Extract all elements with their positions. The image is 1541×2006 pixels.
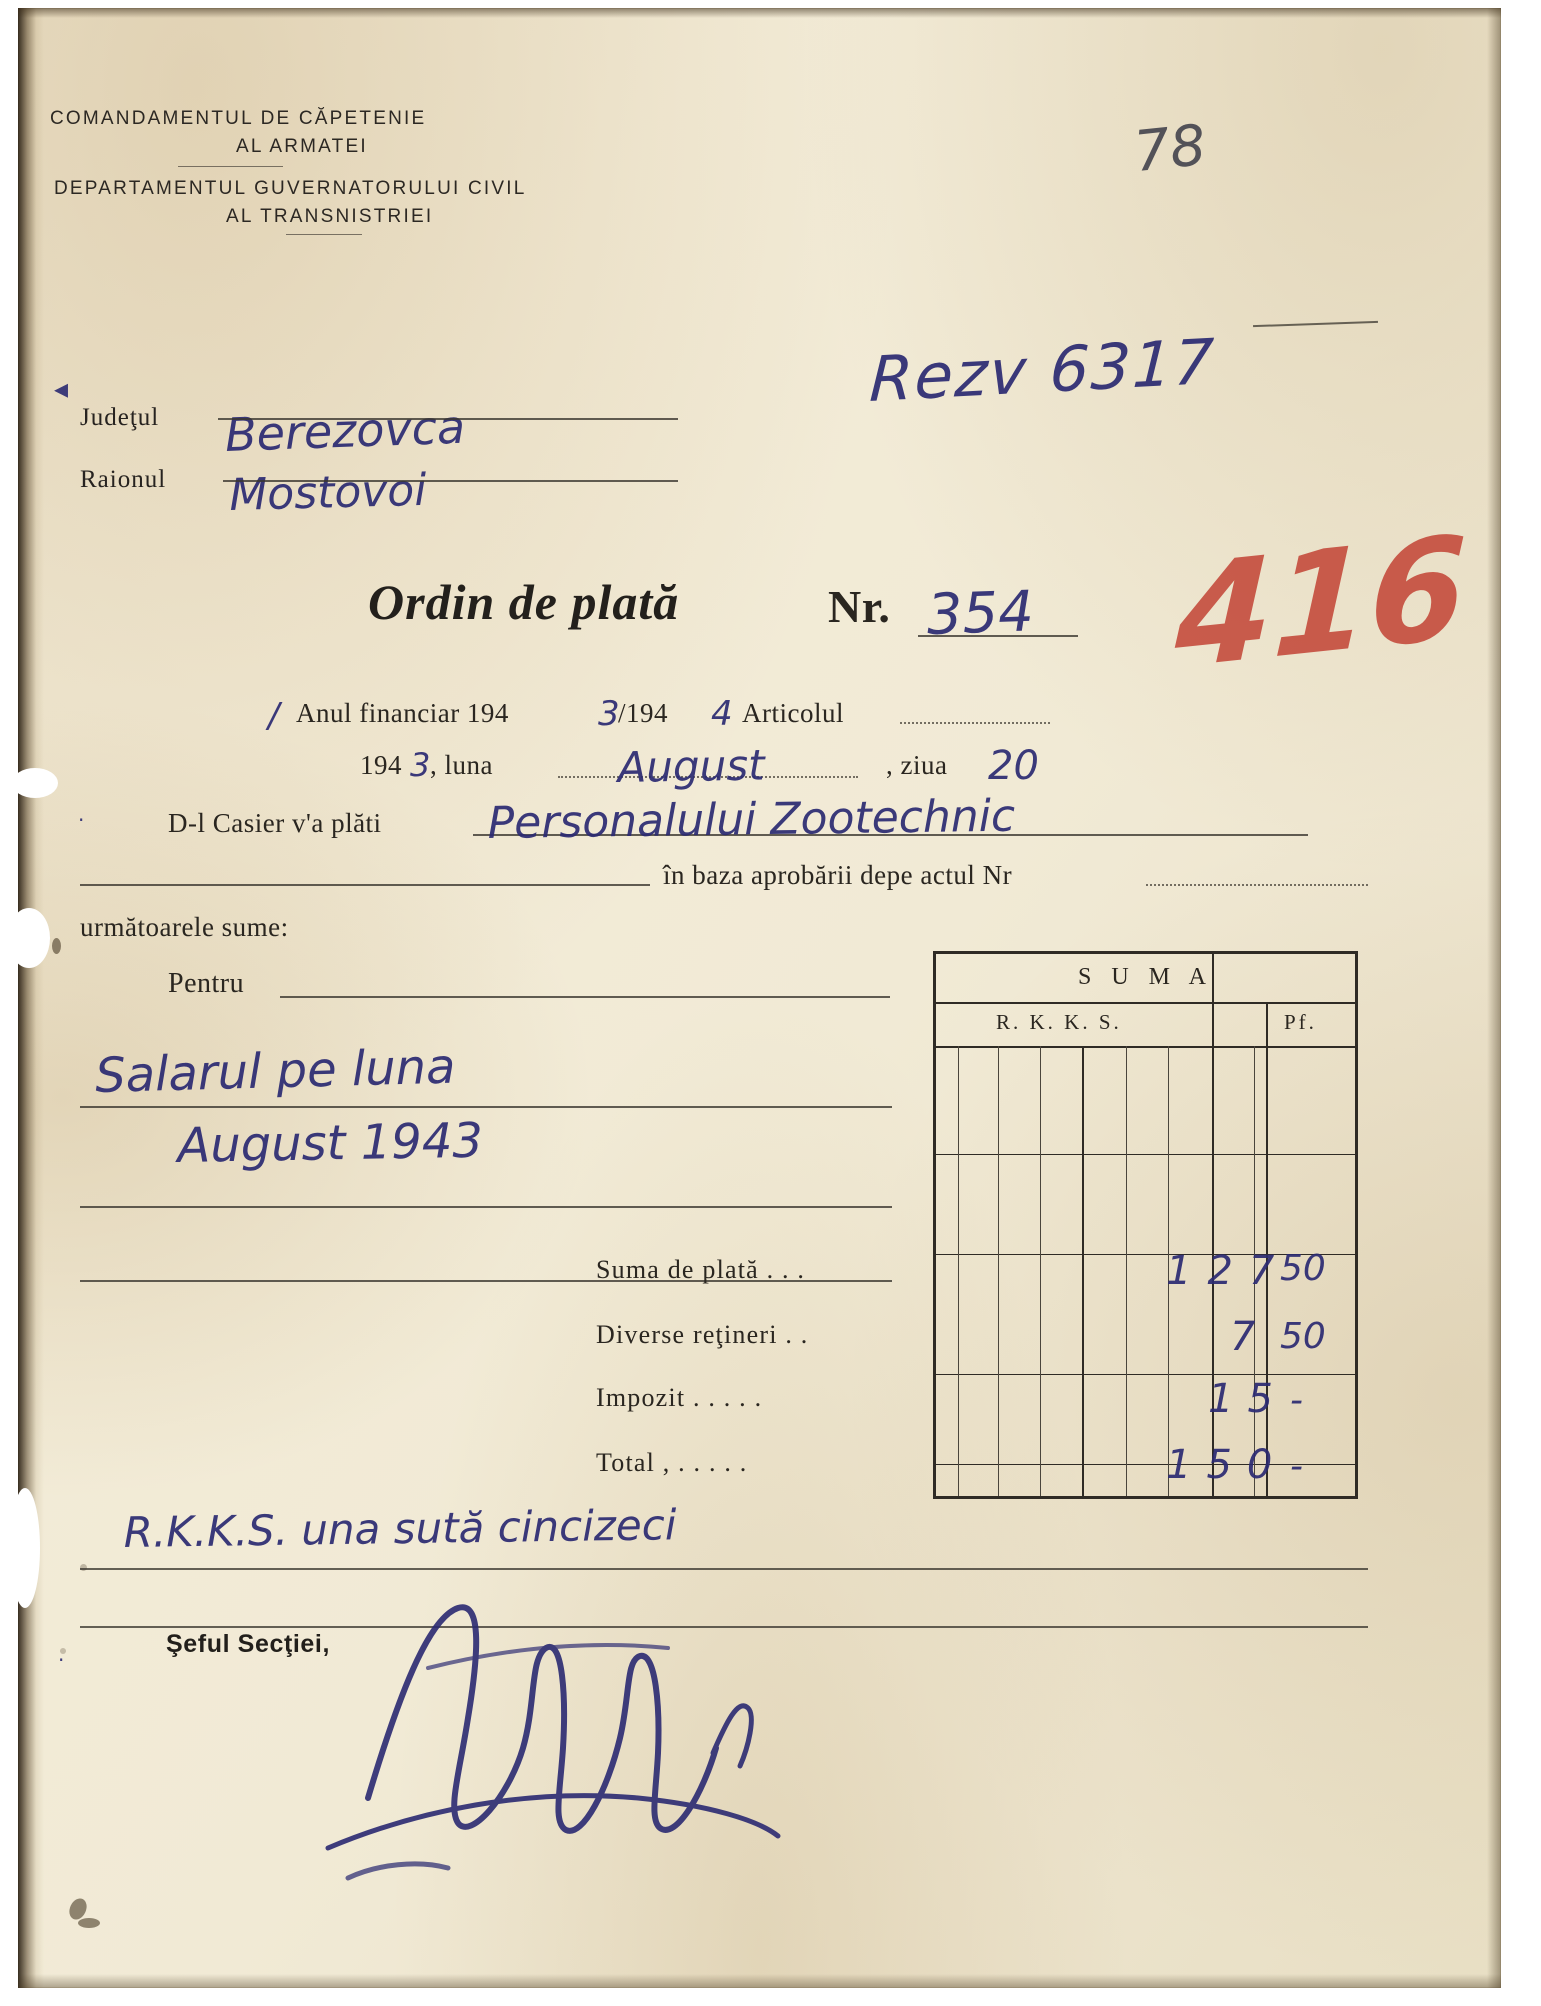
- financial-year-prefix: Anul financiar 194: [296, 698, 509, 728]
- document-number-underline: [918, 635, 1078, 637]
- pentru-line-0: [280, 996, 890, 998]
- pentru-line-2-rule: [80, 1206, 892, 1208]
- pentru-line-2: August 1943: [177, 1112, 484, 1174]
- financial-year-second: 4: [711, 694, 733, 734]
- sum-table-subheader-left: R. K. K. S.: [996, 1010, 1122, 1034]
- raionul-underline: [223, 480, 678, 482]
- raionul-label: Raionul: [80, 466, 167, 493]
- paper-right-edge: [1487, 8, 1501, 1988]
- document-number-value: 354: [925, 579, 1035, 648]
- sume-label: următoarele sume:: [80, 912, 289, 942]
- sum-row-label-3: Total , . . . . .: [596, 1448, 748, 1477]
- paper-tear-notch: [10, 1488, 40, 1608]
- annotation-registry-underline: [1253, 321, 1378, 327]
- annotation-top-right-number: 78: [1131, 112, 1209, 185]
- casier-label: D-l Casier v'a plăti: [168, 808, 382, 838]
- amount-in-words: R.K.K.S. una sută cincizeci: [123, 1500, 677, 1557]
- header-line-2: AL ARMATEI: [236, 136, 368, 157]
- sum-table-vline: [1040, 1046, 1041, 1496]
- signature-mark: [308, 1548, 868, 1908]
- header-line-4: AL TRANSNISTRIEI: [226, 206, 434, 227]
- paper-left-edge: [18, 8, 44, 1988]
- signature-rule: [80, 1626, 1368, 1628]
- judetul-underline: [218, 418, 678, 420]
- sum-table-vline: [1126, 1046, 1127, 1496]
- ziua-label: , ziua: [886, 750, 948, 780]
- pentru-line-1: Salarul pe luna: [94, 1038, 457, 1104]
- document-title: Ordin de plată: [368, 574, 680, 630]
- sum-row-value-rkks-3: 150: [1166, 1442, 1288, 1488]
- judetul-value: Berezovca: [224, 399, 466, 462]
- year-digit: 3: [410, 746, 431, 784]
- articolul-value-line: [900, 722, 1050, 724]
- margin-dot-mark: ·: [78, 808, 85, 832]
- sum-row-value-pf-0: 50: [1280, 1248, 1326, 1289]
- sum-row-label-1: Diverse reţineri . .: [596, 1320, 809, 1349]
- raionul-value: Mostovoi: [228, 464, 428, 521]
- paper-tear-notch: [12, 768, 58, 798]
- header-line-1: COMANDAMENTUL DE CĂPETENIE: [50, 108, 427, 129]
- sum-table-vline: [958, 1046, 959, 1496]
- luna-label: , luna: [430, 750, 493, 780]
- margin-dot-mark-2: ·: [58, 1648, 65, 1672]
- paper-speck: [78, 1918, 100, 1928]
- baza-value-line: [1146, 884, 1368, 886]
- paper-tear-notch: [8, 908, 50, 968]
- casier-value: Personalului Zootechnic: [487, 790, 1016, 849]
- baza-label: în baza aprobării depe actul Nr: [663, 860, 1013, 890]
- pentru-label: Pentru: [168, 968, 245, 999]
- line-start-tick: /: [268, 696, 280, 736]
- header-divider-2: [286, 234, 362, 235]
- header-line-3: DEPARTAMENTUL GUVERNATORULUI CIVIL: [54, 178, 527, 199]
- sum-row-value-rkks-0: 127: [1166, 1248, 1291, 1294]
- sum-row-value-pf-1: 50: [1280, 1316, 1326, 1357]
- sum-table-header: S U M A: [1077, 964, 1214, 990]
- header-divider-1: [178, 166, 283, 167]
- sum-table-subheader-right: Pf.: [1284, 1010, 1317, 1034]
- judetul-label: Judeţul: [80, 404, 160, 431]
- sum-row-label-0: Suma de plată . . .: [596, 1255, 806, 1284]
- document-title-nr-label: Nr.: [828, 581, 891, 632]
- paper-sheet: [18, 8, 1501, 1988]
- articolul-label: Articolul: [742, 698, 844, 728]
- financial-year-first: 3: [598, 694, 620, 734]
- signature-label: Şeful Secţiei,: [166, 1630, 331, 1658]
- sum-row-value-rkks-2: 15: [1208, 1376, 1287, 1422]
- ziua-value: 20: [988, 743, 1039, 789]
- sum-row-value-pf-3: -: [1290, 1446, 1303, 1487]
- financial-year-mid: /194: [618, 698, 669, 728]
- paper-bottom-edge: [18, 1974, 1501, 1988]
- margin-tick-mark: ◂: [54, 372, 69, 405]
- sum-row-value-pf-2: -: [1290, 1380, 1303, 1421]
- pentru-line-1-rule: [80, 1106, 892, 1108]
- year-prefix: 194: [360, 750, 402, 780]
- paper-top-edge: [18, 8, 1501, 18]
- sum-table-hline: [936, 1002, 1355, 1004]
- luna-value: August: [617, 740, 765, 792]
- baza-left-line: [80, 884, 650, 886]
- annotation-red-number: 416: [1173, 505, 1470, 701]
- sum-table-vline: [998, 1046, 999, 1496]
- amount-in-words-rule: [80, 1568, 1368, 1570]
- sum-row-label-2: Impozit . . . . .: [596, 1383, 763, 1412]
- sum-row-value-rkks-1: 7: [1230, 1314, 1256, 1360]
- sum-table-vline: [1082, 1046, 1084, 1496]
- paper-speck: [52, 938, 61, 954]
- annotation-registry-mark: Rezv 6317: [868, 324, 1218, 416]
